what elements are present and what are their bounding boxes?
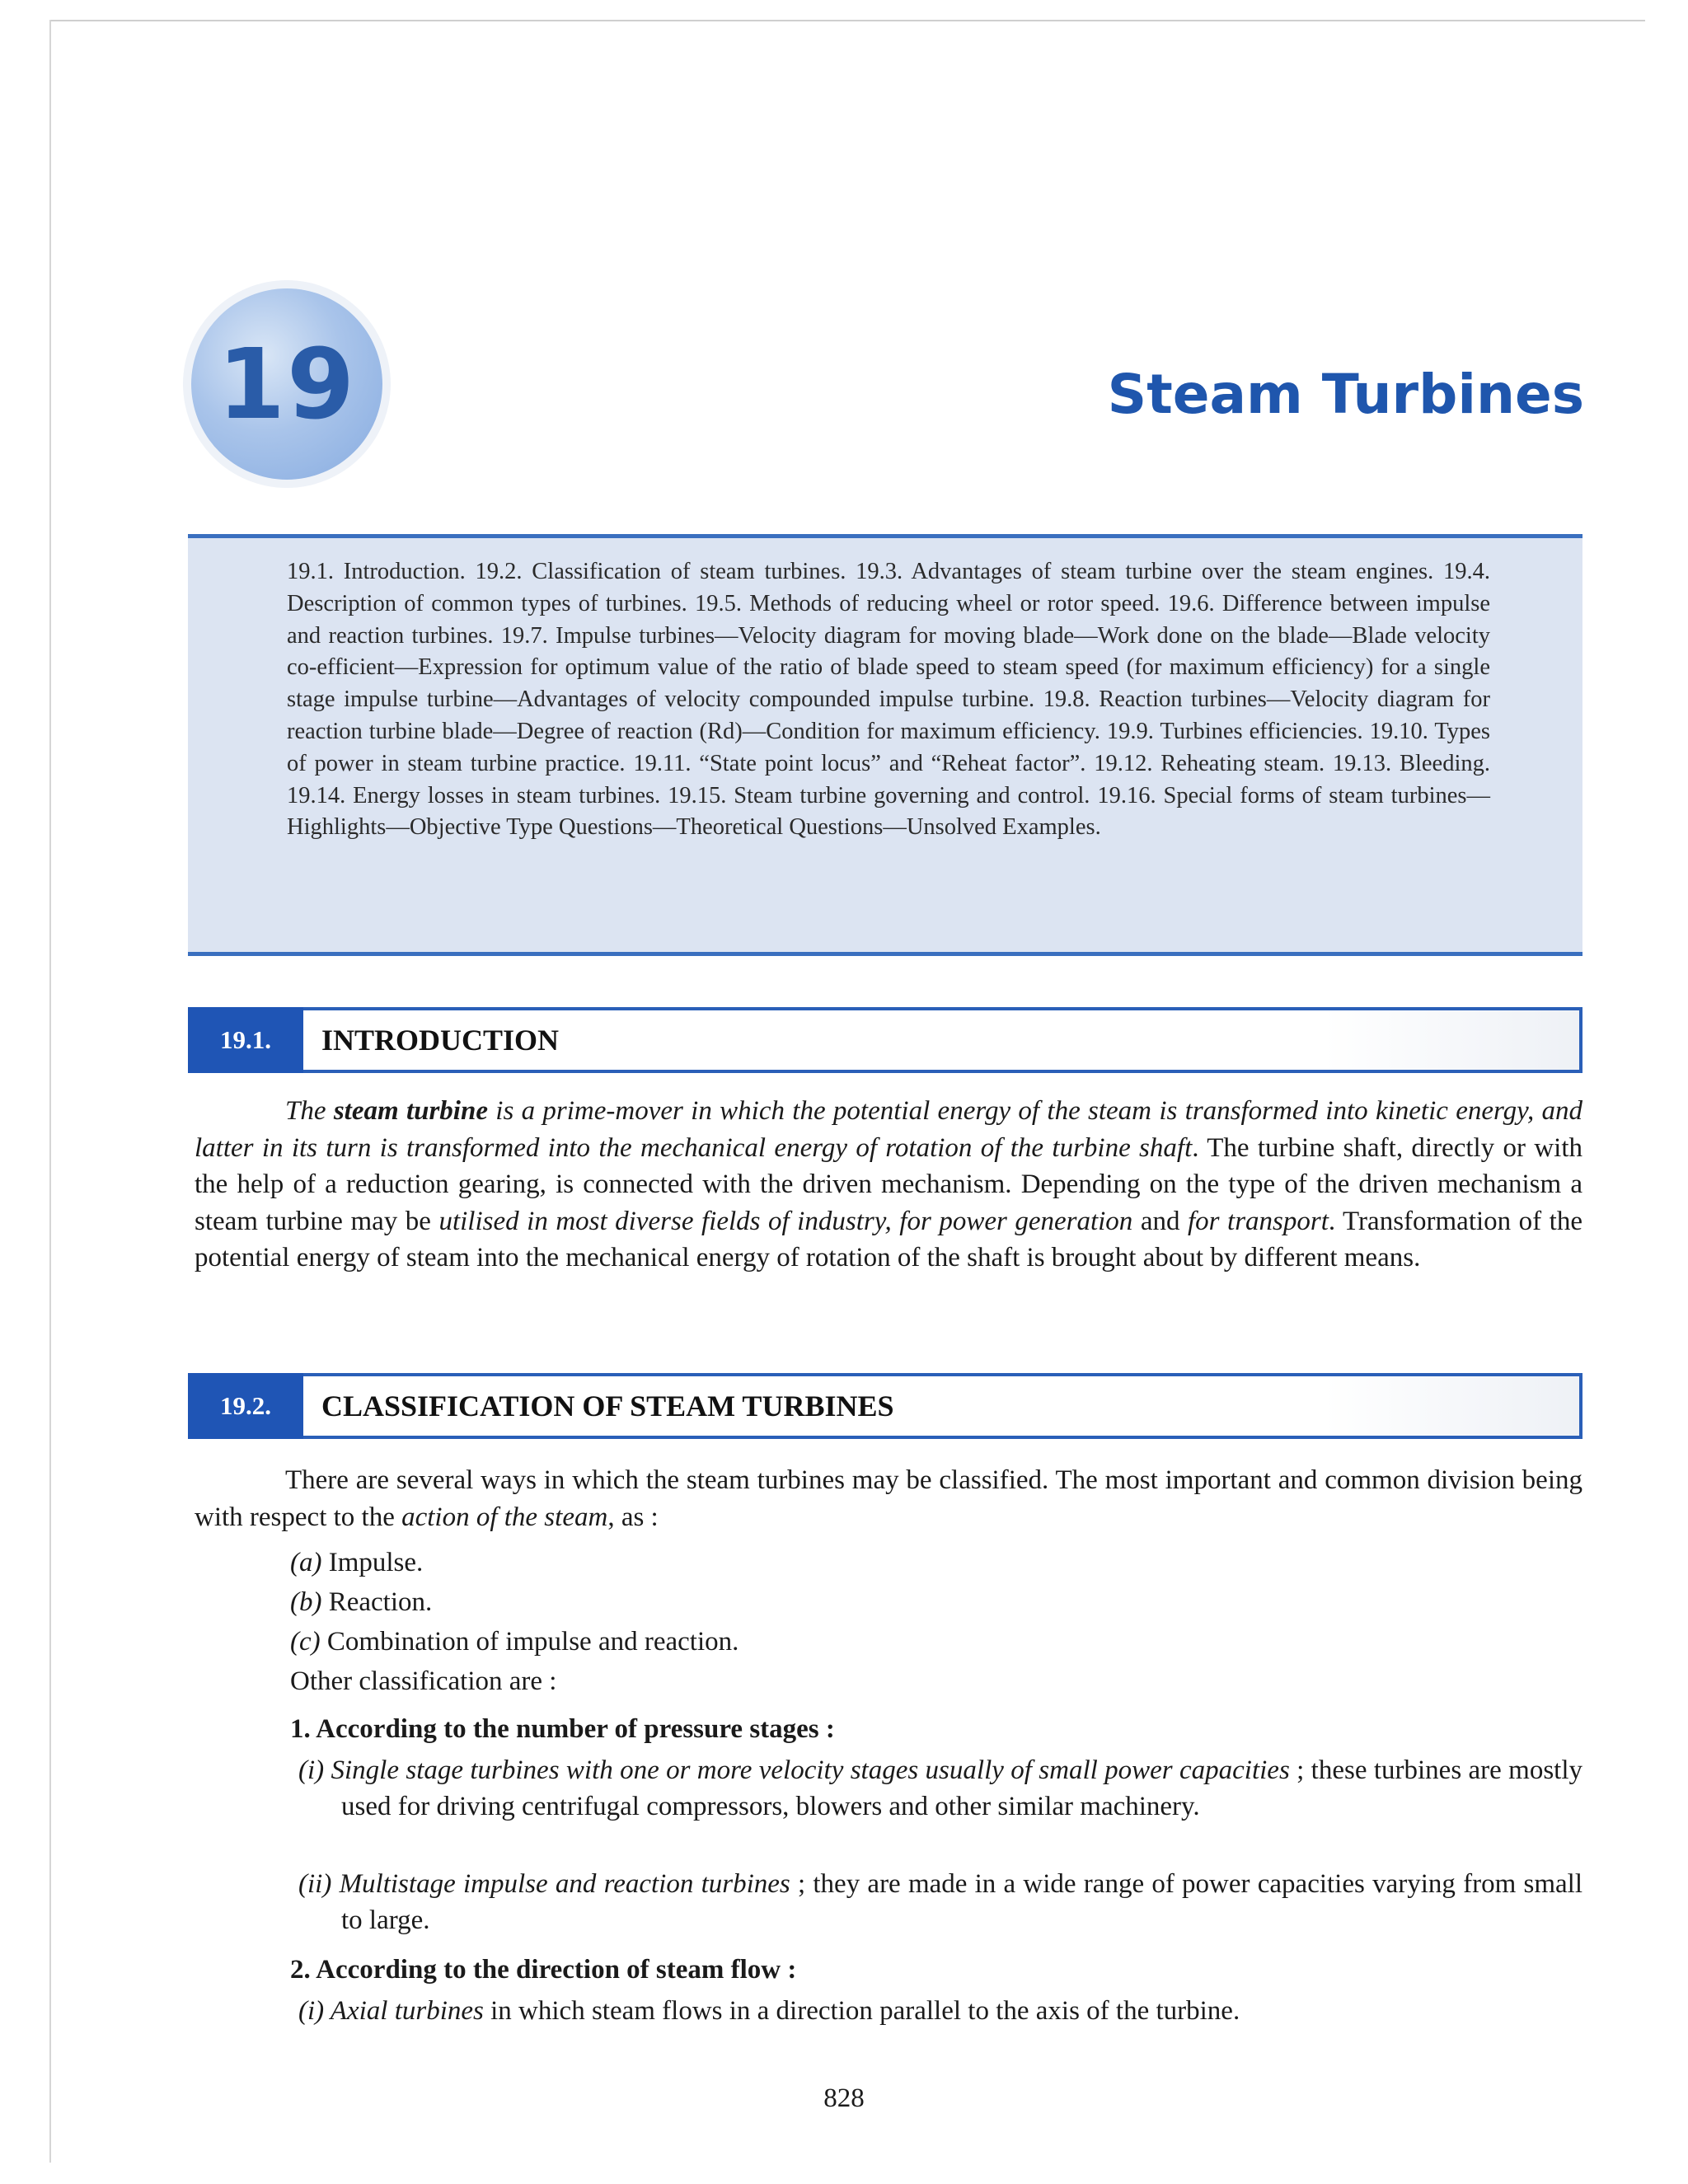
item-label: (i) bbox=[298, 1755, 325, 1785]
pressure-stage-item-ii bbox=[298, 1866, 1582, 1938]
intro-text-5: utilised in most diverse fields of industry, for power generation bbox=[438, 1206, 1133, 1236]
section-heading-introduction bbox=[188, 1007, 1582, 1073]
page-border-left bbox=[49, 20, 51, 2163]
chapter-title: Steam Turbines bbox=[1107, 363, 1584, 426]
item-label: (i) bbox=[298, 1996, 325, 2026]
section-title: INTRODUCTION bbox=[303, 1007, 1582, 1073]
list-item bbox=[290, 1544, 423, 1581]
intro-text-4: . The turbine shaft, directly or with the help of a reduction gearing, is connected with the driven mechanism. Depending on the type of the driven mechanism a steam turbine may be bbox=[195, 1132, 1582, 1236]
intro-text-8: . Transformation of the potential energy of steam into the mechanical energy of rotation of the shaft is brought about by different means. bbox=[195, 1206, 1582, 1272]
list-item-label: (c) bbox=[290, 1627, 321, 1657]
classification-lead-1: There are several ways in which the steam turbines may be classified. The most important and common division being with respect to the bbox=[195, 1465, 1582, 1532]
introduction-paragraph bbox=[195, 1093, 1582, 1277]
classification-lead-paragraph bbox=[195, 1462, 1582, 1535]
item-label: (ii) bbox=[298, 1869, 332, 1899]
classification-lead-3: , as : bbox=[607, 1502, 659, 1532]
intro-term-steam-turbine: steam turbine bbox=[333, 1096, 488, 1126]
section-heading-classification bbox=[188, 1373, 1582, 1439]
page-border-top bbox=[49, 20, 1645, 21]
item-text: ; these turbines are mostly used for driving centrifugal compressors, blowers and other similar machinery. bbox=[341, 1755, 1583, 1821]
classification-lead-2: action of the steam bbox=[401, 1502, 608, 1532]
list-item-text: Reaction. bbox=[321, 1587, 433, 1617]
list-item bbox=[290, 1624, 738, 1660]
chapter-number-badge bbox=[191, 288, 382, 480]
item-italic-text: Axial turbines bbox=[324, 1996, 484, 2026]
chapter-contents-box bbox=[188, 534, 1582, 956]
list-item-label: (a) bbox=[290, 1548, 322, 1577]
list-item bbox=[290, 1584, 432, 1620]
item-italic-text: Multistage impulse and reaction turbines bbox=[331, 1869, 790, 1899]
section-number: 19.1. bbox=[188, 1007, 303, 1073]
intro-text-7: for transport bbox=[1188, 1206, 1329, 1236]
chapter-contents-text: 19.1. Introduction. 19.2. Classification of steam turbines. 19.3. Advantages of steam turbine over the steam engines. 19.4. Description of common types of turbines. 19.5. Methods of reducing wheel or rotor speed. 19.6. Difference between impulse and reaction turbines. 19.7. Impulse turbines—Velocity diagram for moving blade—Work done on the blade—Blade velocity co-efficient—Expression for optimum value of the ratio of blade speed to steam speed (for maximum efficiency) for a single stage impulse turbine—Advantages of velocity compounded impulse turbine. 19.8. Reaction turbines—Velocity diagram for reaction turbine blade—Degree of reaction (Rd)—Condition for maximum efficiency. 19.9. Turbines efficiencies. 19.10. Types of power in steam turbine practice. 19.11. “State point locus” and “Reheat factor”. 19.12. Reheating steam. 19.13. Bleeding. 19.14. Energy losses in steam turbines. 19.15. Steam turbine governing and control. 19.16. Special forms of steam turbines—Highlights—Objective Type Questions—Theoretical Questions—Unsolved Examples. bbox=[287, 559, 1490, 841]
list-item-label: (b) bbox=[290, 1587, 322, 1617]
chapter-number: 19 bbox=[217, 327, 357, 441]
intro-text-1: The bbox=[285, 1096, 334, 1126]
intro-text-3: is a prime-mover in which the potential energy of the steam is transformed into kinetic energy, and latter in its turn is transformed into the mechanical energy of rotation of the turbine shaft bbox=[195, 1096, 1582, 1163]
section-title: CLASSIFICATION OF STEAM TURBINES bbox=[303, 1373, 1582, 1439]
list-item-text: Impulse. bbox=[321, 1548, 424, 1577]
item-text: in which steam flows in a direction parallel to the axis of the turbine. bbox=[483, 1996, 1240, 2026]
item-italic-text: Single stage turbines with one or more velocity stages usually of small power capacities bbox=[324, 1755, 1290, 1785]
steam-flow-item-i bbox=[298, 1993, 1582, 2029]
section-number: 19.2. bbox=[188, 1373, 303, 1439]
subheading-steam-flow-direction: 2. According to the direction of steam flow : bbox=[290, 1955, 797, 1985]
list-item-text: Combination of impulse and reaction. bbox=[320, 1627, 739, 1657]
intro-text-6: and bbox=[1132, 1206, 1188, 1236]
page-number: 828 bbox=[823, 2083, 865, 2113]
item-text: ; they are made in a wide range of power capacities varying from small to large. bbox=[341, 1869, 1582, 1935]
subheading-pressure-stages: 1. According to the number of pressure stages : bbox=[290, 1714, 835, 1744]
other-classification-line: Other classification are : bbox=[290, 1666, 557, 1696]
pressure-stage-item-i bbox=[298, 1752, 1582, 1825]
